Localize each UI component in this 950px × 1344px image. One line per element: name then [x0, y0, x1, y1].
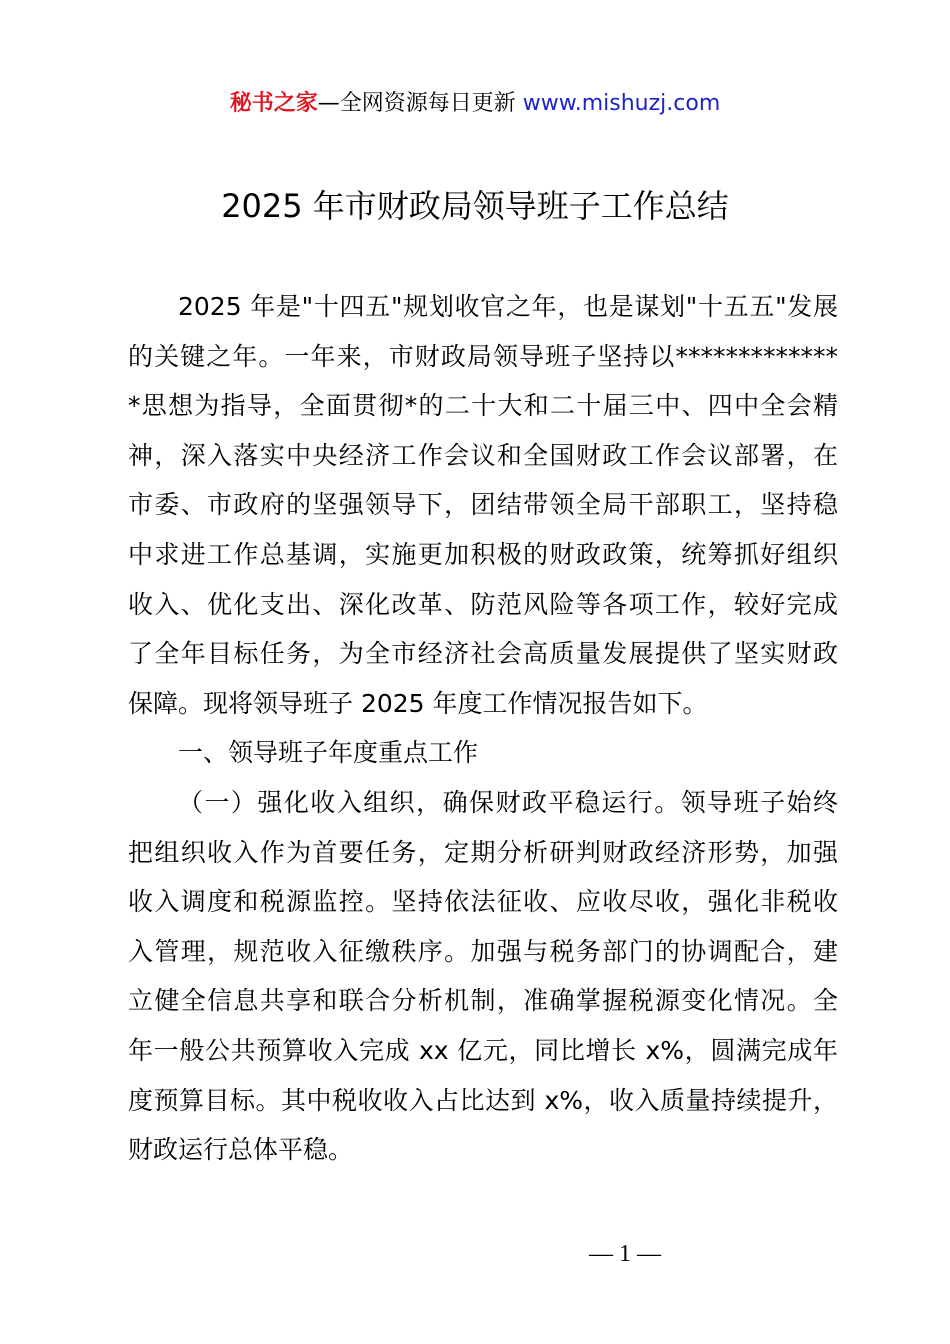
- site-header: [0, 88, 950, 120]
- paragraph-line: 财政运行总体平稳。: [128, 1135, 354, 1165]
- paragraph-line: 度预算目标。其中税收收入占比达到 x%，收入质量持续提升，: [128, 1085, 838, 1115]
- paragraph-line: 入管理，规范收入征缴秩序。加强与税务部门的协调配合，建: [128, 936, 838, 966]
- paragraph-line: 市委、市政府的坚强领导下，团结带领全局干部职工，坚持稳: [128, 490, 838, 520]
- paragraph-line: （一）强化收入组织，确保财政平稳运行。领导班子始终: [178, 787, 838, 817]
- paragraph-line: 神，深入落实中央经济工作会议和全国财政工作会议部署，在: [128, 440, 838, 470]
- page-number: — 1 —: [589, 1241, 661, 1267]
- paragraph-line: 了全年目标任务，为全市经济社会高质量发展提供了坚实财政: [128, 639, 838, 669]
- paragraph-line: *思想为指导，全面贯彻*的二十大和二十届三中、四中全会精: [128, 391, 838, 421]
- paragraph-line: 年一般公共预算收入完成 xx 亿元，同比增长 x%，圆满完成年: [128, 1035, 838, 1065]
- section-heading: 一、领导班子年度重点工作: [178, 738, 479, 768]
- paragraph-line: 把组织收入作为首要任务，定期分析研判财政经济形势，加强: [128, 837, 838, 867]
- site-tagline: —全网资源每日更新: [317, 91, 523, 116]
- paragraph-line: 的关键之年。一年来，市财政局领导班子坚持以*************: [128, 341, 838, 371]
- paragraph-line: 立健全信息共享和联合分析机制，准确掌握税源变化情况。全: [128, 986, 838, 1016]
- site-brand: 秘书之家: [229, 91, 318, 116]
- paragraph-line: 保障。现将领导班子 2025 年度工作情况报告如下。: [128, 688, 708, 718]
- paragraph-line: 收入、优化支出、深化改革、防范风险等各项工作，较好完成: [128, 589, 838, 619]
- site-url-link[interactable]: www.mishuzj.com: [522, 91, 721, 116]
- document-body: [128, 282, 838, 1175]
- document-title: 2025 年市财政局领导班子工作总结: [221, 187, 729, 225]
- paragraph-line: 中求进工作总基调，实施更加积极的财政政策，统筹抓好组织: [128, 539, 838, 569]
- paragraph-line: 2025 年是"十四五"规划收官之年，也是谋划"十五五"发展: [178, 292, 838, 321]
- paragraph-line: 收入调度和税源监控。坚持依法征收、应收尽收，强化非税收: [128, 887, 838, 917]
